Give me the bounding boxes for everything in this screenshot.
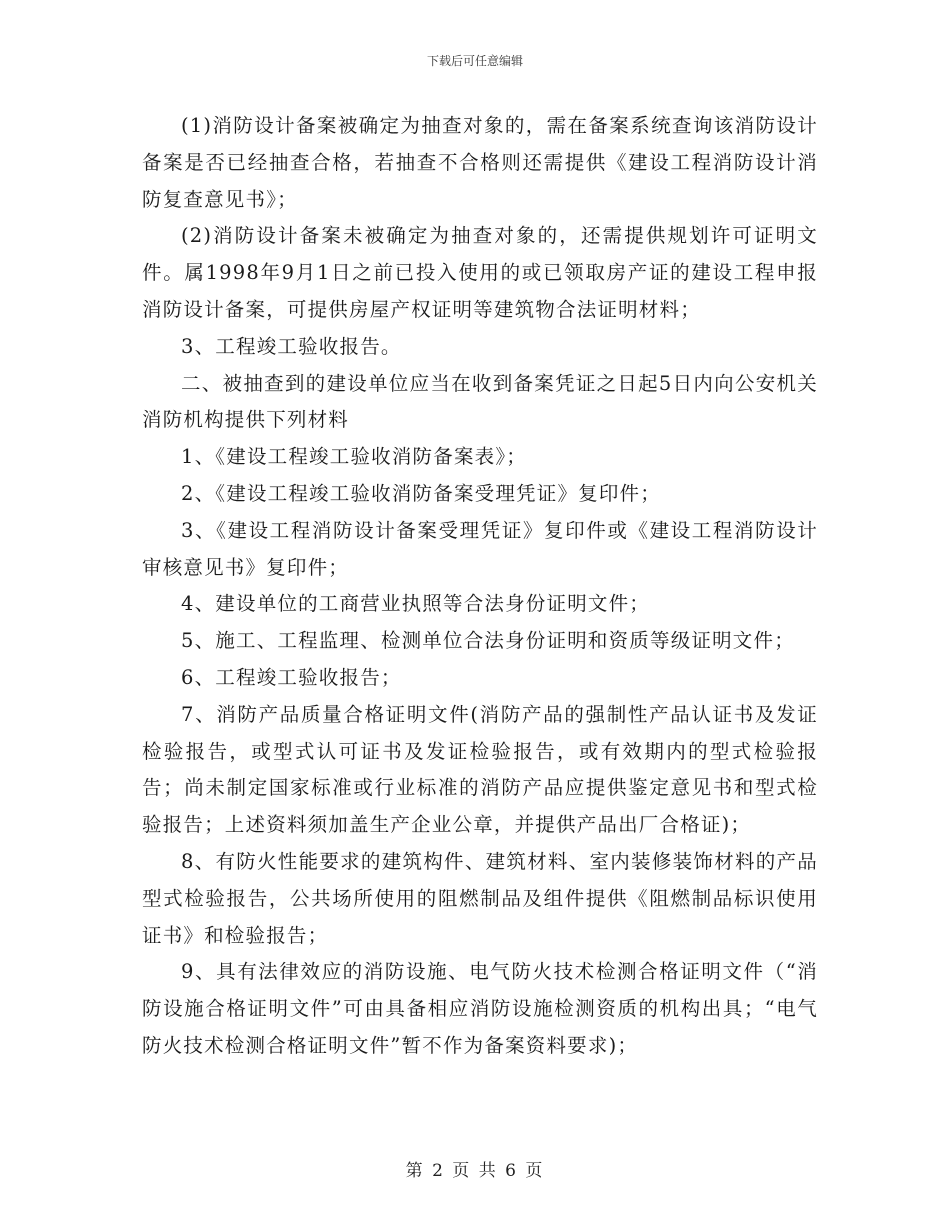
list-item-6: 6、工程竣工验收报告； — [181, 665, 402, 689]
page-header: 下载后可任意编辑 — [426, 54, 523, 68]
page-number-footer: 第 2 页 共 6 页 — [405, 1161, 545, 1181]
list-item-8: 8、有防火性能要求的建筑构件、建筑材料、室内装修装饰材料的产品型式检验报告，公共场所使用的阻燃制品及组件提供《阻燃制品标识使用证书》和检验报告； — [142, 849, 818, 947]
list-item-5: 5、施工、工程监理、检测单位合法身份证明和资质等级证明文件； — [181, 629, 795, 653]
list-item-4: 4、建设单位的工商营业执照等合法身份证明文件； — [181, 592, 651, 616]
document-body — [142, 108, 818, 1065]
list-item-7: 7、消防产品质量合格证明文件(消防产品的强制性产品认证书及发证检验报告，或型式认可证书及发证检验报告，或有效期内的型式检验报告；尚未制定国家标准或行业标准的消防产品应提供鉴定意见书和型式检验报告；上述资料须加盖生产企业公章，并提供产品出厂合格证)； — [142, 702, 818, 837]
list-item-1: 1、《建设工程竣工验收消防备案表》； — [181, 445, 528, 469]
section-two-heading: 二、被抽查到的建设单位应当在收到备案凭证之日起5日内向公安机关消防机构提供下列材料 — [142, 371, 818, 432]
paragraph-1-2: (2)消防设计备案未被确定为抽查对象的，还需提供规划许可证明文件。属1998年9月1日之前已投入使用的或已领取房产证的建设工程申报消防设计备案，可提供房屋产权证明等建筑物合法证明材料； — [142, 224, 818, 321]
paragraph-1-1: (1)消防设计备案被确定为抽查对象的，需在备案系统查询该消防设计备案是否已经抽查合格，若抽查不合格则还需提供《建设工程消防设计消防复查意见书》； — [142, 114, 818, 211]
list-item-2: 2、《建设工程竣工验收消防备案受理凭证》复印件； — [181, 481, 661, 505]
list-item-3: 3、《建设工程消防设计备案受理凭证》复印件或《建设工程消防设计审核意见书》复印件； — [142, 518, 818, 579]
paragraph-3-report: 3、工程竣工验收报告。 — [181, 334, 402, 358]
list-item-9: 9、具有法律效应的消防设施、电气防火技术检测合格证明文件（“消防设施合格证明文件”可由具备相应消防设施检测资质的机构出具；“电气防火技术检测合格证明文件”暂不作为备案资料要求)； — [142, 960, 818, 1057]
